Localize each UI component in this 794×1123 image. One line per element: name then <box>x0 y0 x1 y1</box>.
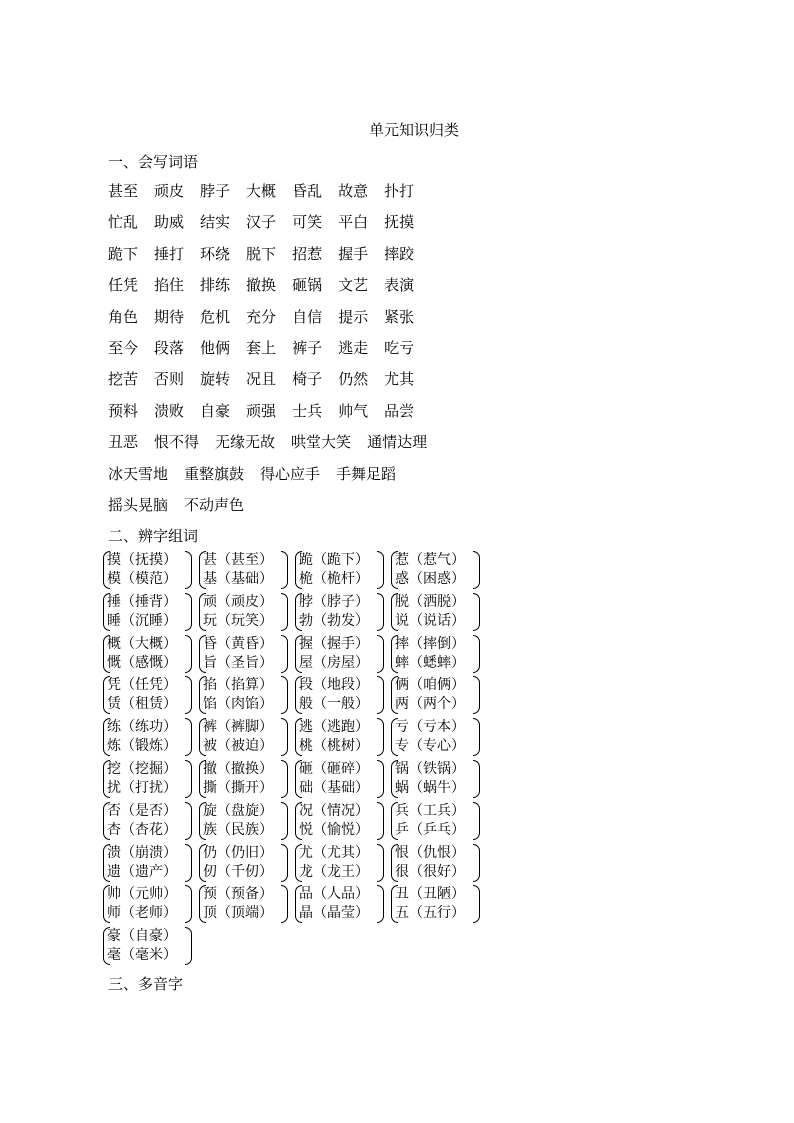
char-pair-grid <box>103 550 487 968</box>
char-pair <box>103 926 199 966</box>
char-word: 遗（遗产） <box>107 863 177 880</box>
pair-row <box>103 884 487 926</box>
right-brace <box>281 551 288 589</box>
char-pair <box>391 884 487 924</box>
vocab-word: 忙乱 <box>108 213 139 232</box>
vocab-word: 汉子 <box>246 213 277 232</box>
char-word: 砸（砸碎） <box>299 760 369 777</box>
right-brace <box>377 718 384 756</box>
vocab-word: 椅子 <box>292 370 323 389</box>
char-word: 握（握手） <box>299 635 369 652</box>
char-pair <box>295 675 391 715</box>
char-pair <box>199 675 295 715</box>
word-row <box>108 399 443 430</box>
char-word: 桅（桅杆） <box>299 571 369 587</box>
vocab-word: 冰天雪地 <box>108 464 169 483</box>
right-brace <box>185 760 192 798</box>
word-row <box>108 493 443 524</box>
right-brace <box>185 802 192 840</box>
char-pair <box>391 675 487 715</box>
char-word: 品（人品） <box>299 886 369 903</box>
vocab-word: 溃败 <box>154 401 185 420</box>
right-brace <box>473 718 480 756</box>
char-pair <box>199 592 295 632</box>
char-pair <box>199 759 295 799</box>
char-word: 桃（桃树） <box>299 738 369 755</box>
vocab-word: 裤子 <box>292 338 323 357</box>
char-word: 玩（玩笑） <box>203 612 273 629</box>
right-brace <box>473 551 480 589</box>
word-row <box>108 273 443 304</box>
vocab-word: 况且 <box>246 370 277 389</box>
pair-row <box>103 759 487 801</box>
vocab-word: 预料 <box>108 401 139 420</box>
right-brace <box>281 802 288 840</box>
char-pair <box>295 550 391 590</box>
right-brace <box>473 760 480 798</box>
word-row <box>108 367 443 398</box>
vocab-word: 角色 <box>108 307 139 326</box>
right-brace <box>281 676 288 714</box>
char-word: 锅（铁锅） <box>395 760 465 777</box>
pair-row <box>103 926 487 968</box>
char-word: 段（地段） <box>299 677 369 694</box>
char-word: 挖（挖掘） <box>107 760 177 777</box>
right-brace <box>473 593 480 631</box>
right-brace <box>185 885 192 923</box>
right-brace <box>185 676 192 714</box>
vocab-word: 不动声色 <box>184 495 245 514</box>
char-word: 昏（黄昏） <box>203 635 273 652</box>
word-row <box>108 462 443 493</box>
word-row <box>108 242 443 273</box>
char-pair <box>295 634 391 674</box>
char-word: 乒（乒乓） <box>395 821 465 838</box>
section-heading-words: 一、会写词语 <box>108 153 199 171</box>
vocab-word: 握手 <box>338 244 369 263</box>
right-brace <box>281 593 288 631</box>
char-pair <box>199 801 295 841</box>
vocab-word: 尤其 <box>384 370 415 389</box>
vocab-word: 故意 <box>338 182 369 200</box>
word-row <box>108 210 443 241</box>
pair-row <box>103 634 487 676</box>
char-word: 撤（撤换） <box>203 760 273 777</box>
page-title: 单元知识归类 <box>368 121 459 139</box>
vocab-word: 跪下 <box>108 244 139 263</box>
vocab-word: 脖子 <box>200 182 231 200</box>
right-brace <box>281 635 288 673</box>
vocab-word: 甚至 <box>108 182 139 200</box>
pair-row <box>103 801 487 843</box>
char-word: 丑（丑陋） <box>395 886 465 903</box>
vocab-word: 挖苦 <box>108 370 139 389</box>
char-word: 逃（逃跑） <box>299 719 369 736</box>
pair-row <box>103 675 487 717</box>
vocab-word: 丑恶 <box>108 433 139 452</box>
char-pair <box>391 759 487 799</box>
char-word: 很（很好） <box>395 863 465 880</box>
char-word: 脱（洒脱） <box>395 593 465 610</box>
vocab-word: 提示 <box>338 307 369 326</box>
vocab-word: 抚摸 <box>384 213 415 232</box>
right-brace <box>377 844 384 882</box>
right-brace <box>185 593 192 631</box>
vocab-word: 顽皮 <box>154 182 185 200</box>
section-heading-pairs: 二、辨字组词 <box>108 527 199 545</box>
vocab-word: 扑打 <box>384 182 415 200</box>
vocab-word: 自豪 <box>200 401 231 420</box>
char-word: 摔（摔倒） <box>395 635 465 652</box>
vocab-word: 帅气 <box>338 401 369 420</box>
char-word: 况（情况） <box>299 802 369 819</box>
char-word: 恨（仇恨） <box>395 844 465 861</box>
char-word: 扰（打扰） <box>107 779 177 796</box>
char-word: 捶（捶背） <box>107 593 177 610</box>
vocab-word: 排练 <box>200 276 231 295</box>
char-word: 毫（毫米） <box>107 947 177 964</box>
char-pair <box>103 843 199 883</box>
char-pair <box>295 592 391 632</box>
char-word: 旋（盘旋） <box>203 802 273 819</box>
char-word: 基（基础） <box>203 571 273 587</box>
char-word: 概（大概） <box>107 635 177 652</box>
char-pair <box>199 634 295 674</box>
char-word: 溃（崩溃） <box>107 844 177 861</box>
vocab-word: 助威 <box>154 213 185 232</box>
vocab-word: 任凭 <box>108 276 139 295</box>
char-pair <box>103 884 199 924</box>
vocab-word: 重整旗鼓 <box>184 464 245 483</box>
char-pair <box>199 717 295 757</box>
vocab-word: 期待 <box>154 307 185 326</box>
char-word: 杏（杏花） <box>107 821 177 838</box>
char-word: 勃（勃发） <box>299 612 369 629</box>
right-brace <box>473 676 480 714</box>
vocab-word: 撤换 <box>246 276 277 295</box>
word-row <box>108 430 443 461</box>
right-brace <box>473 635 480 673</box>
vocab-word: 至今 <box>108 338 139 357</box>
section-heading-polyphones: 三、多音字 <box>108 975 184 993</box>
char-pair <box>103 592 199 632</box>
right-brace <box>377 635 384 673</box>
char-word: 摸（抚摸） <box>107 552 177 568</box>
char-word: 专（专心） <box>395 738 465 755</box>
char-word: 悦（愉悦） <box>299 821 369 838</box>
vocab-word: 旋转 <box>200 370 231 389</box>
vocab-word: 充分 <box>246 307 277 326</box>
char-word: 否（是否） <box>107 802 177 819</box>
char-word: 俩（咱俩） <box>395 677 465 694</box>
char-word: 馅（肉馅） <box>203 696 273 713</box>
char-word: 掐（掐算） <box>203 677 273 694</box>
char-pair <box>295 801 391 841</box>
char-word: 蜗（蜗牛） <box>395 779 465 796</box>
char-pair <box>295 884 391 924</box>
char-word: 赁（租赁） <box>107 696 177 713</box>
right-brace <box>473 844 480 882</box>
char-word: 晶（晶莹） <box>299 905 369 922</box>
char-pair <box>295 717 391 757</box>
char-word: 五（五行） <box>395 905 465 922</box>
right-brace <box>377 885 384 923</box>
word-row <box>108 336 443 367</box>
char-word: 预（预备） <box>203 886 273 903</box>
right-brace <box>377 760 384 798</box>
vocab-word: 摔跤 <box>384 244 415 263</box>
char-pair <box>391 843 487 883</box>
char-word: 顽（顽皮） <box>203 593 273 610</box>
char-pair <box>199 843 295 883</box>
vocab-word: 自信 <box>292 307 323 326</box>
word-row <box>108 305 443 336</box>
vocab-word: 仍然 <box>338 370 369 389</box>
right-brace <box>473 885 480 923</box>
right-brace <box>185 927 192 965</box>
char-word: 仞（千仞） <box>203 863 273 880</box>
vocab-word: 平白 <box>338 213 369 232</box>
char-word: 撕（撕开） <box>203 779 273 796</box>
pair-row <box>103 550 487 592</box>
char-word: 说（说话） <box>395 612 465 629</box>
char-word: 睡（沉睡） <box>107 612 177 629</box>
char-word: 甚（甚至） <box>203 552 273 568</box>
vocab-word: 文艺 <box>338 276 369 295</box>
char-word: 慨（感慨） <box>107 654 177 671</box>
right-brace <box>185 844 192 882</box>
char-pair <box>199 884 295 924</box>
char-word: 屋（房屋） <box>299 654 369 671</box>
char-pair <box>103 634 199 674</box>
char-pair <box>103 717 199 757</box>
char-pair <box>295 759 391 799</box>
vocab-word: 紧张 <box>384 307 415 326</box>
char-word: 尤（尤其） <box>299 844 369 861</box>
vocab-word: 捶打 <box>154 244 185 263</box>
pair-row <box>103 843 487 885</box>
char-word: 被（被迫） <box>203 738 273 755</box>
char-pair <box>103 550 199 590</box>
right-brace <box>281 885 288 923</box>
char-pair <box>199 550 295 590</box>
char-pair <box>391 634 487 674</box>
right-brace <box>185 718 192 756</box>
right-brace <box>281 760 288 798</box>
vocab-word: 段落 <box>154 338 185 357</box>
char-word: 仍（仍旧） <box>203 844 273 861</box>
char-pair <box>391 717 487 757</box>
char-pair <box>295 843 391 883</box>
right-brace <box>281 844 288 882</box>
char-word: 凭（任凭） <box>107 677 177 694</box>
vocab-word: 品尝 <box>384 401 415 420</box>
char-word: 础（基础） <box>299 779 369 796</box>
right-brace <box>377 802 384 840</box>
vocab-word: 表演 <box>384 276 415 295</box>
char-word: 族（民族） <box>203 821 273 838</box>
vocab-word: 否则 <box>154 370 185 389</box>
char-pair <box>391 801 487 841</box>
char-word: 两（两个） <box>395 696 465 713</box>
vocab-word: 士兵 <box>292 401 323 420</box>
char-word: 龙（龙王） <box>299 863 369 880</box>
char-word: 模（模范） <box>107 571 177 587</box>
char-pair <box>103 675 199 715</box>
right-brace <box>281 718 288 756</box>
char-word: 跪（跪下） <box>299 552 369 568</box>
vocab-word: 得心应手 <box>260 464 321 483</box>
vocab-word: 手舞足蹈 <box>336 464 397 483</box>
right-brace <box>377 676 384 714</box>
vocab-word: 他俩 <box>200 338 231 357</box>
char-word: 脖（脖子） <box>299 593 369 610</box>
char-word: 旨（圣旨） <box>203 654 273 671</box>
right-brace <box>473 802 480 840</box>
char-word: 亏（亏本） <box>395 719 465 736</box>
vocab-word: 掐住 <box>154 276 185 295</box>
right-brace <box>377 593 384 631</box>
vocab-word: 恨不得 <box>154 433 200 452</box>
vocab-word: 招惹 <box>292 244 323 263</box>
char-word: 顶（顶端） <box>203 905 273 922</box>
vocab-word: 顽强 <box>246 401 277 420</box>
vocab-word: 吃亏 <box>384 338 415 357</box>
char-word: 炼（锻炼） <box>107 738 177 755</box>
vocab-word: 摇头晃脑 <box>108 495 169 514</box>
char-pair <box>391 550 487 590</box>
right-brace <box>377 551 384 589</box>
char-word: 蟀（蟋蟀） <box>395 654 465 671</box>
right-brace <box>185 551 192 589</box>
char-word: 豪（自豪） <box>107 928 177 945</box>
vocab-word: 逃走 <box>338 338 369 357</box>
char-pair <box>391 592 487 632</box>
char-word: 裤（裤脚） <box>203 719 273 736</box>
right-brace <box>185 635 192 673</box>
char-pair <box>103 801 199 841</box>
vocab-word: 可笑 <box>292 213 323 232</box>
vocab-word: 砸锅 <box>292 276 323 295</box>
vocab-word: 危机 <box>200 307 231 326</box>
word-list <box>108 179 443 524</box>
vocab-word: 环绕 <box>200 244 231 263</box>
char-word: 般（一般） <box>299 696 369 713</box>
char-word: 惹（惹气） <box>395 552 465 568</box>
vocab-word: 结实 <box>200 213 231 232</box>
pair-row <box>103 592 487 634</box>
vocab-word: 套上 <box>246 338 277 357</box>
vocab-word: 哄堂大笑 <box>291 433 352 452</box>
word-row <box>108 179 443 210</box>
pair-row <box>103 717 487 759</box>
char-pair <box>103 759 199 799</box>
char-word: 练（练功） <box>107 719 177 736</box>
vocab-word: 通情达理 <box>367 433 428 452</box>
vocab-word: 脱下 <box>246 244 277 263</box>
char-word: 兵（工兵） <box>395 802 465 819</box>
char-word: 帅（元帅） <box>107 886 177 903</box>
vocab-word: 昏乱 <box>292 182 323 200</box>
vocab-word: 大概 <box>246 182 277 200</box>
char-word: 师（老师） <box>107 905 177 922</box>
char-word: 惑（困惑） <box>395 571 465 587</box>
vocab-word: 无缘无故 <box>215 433 276 452</box>
